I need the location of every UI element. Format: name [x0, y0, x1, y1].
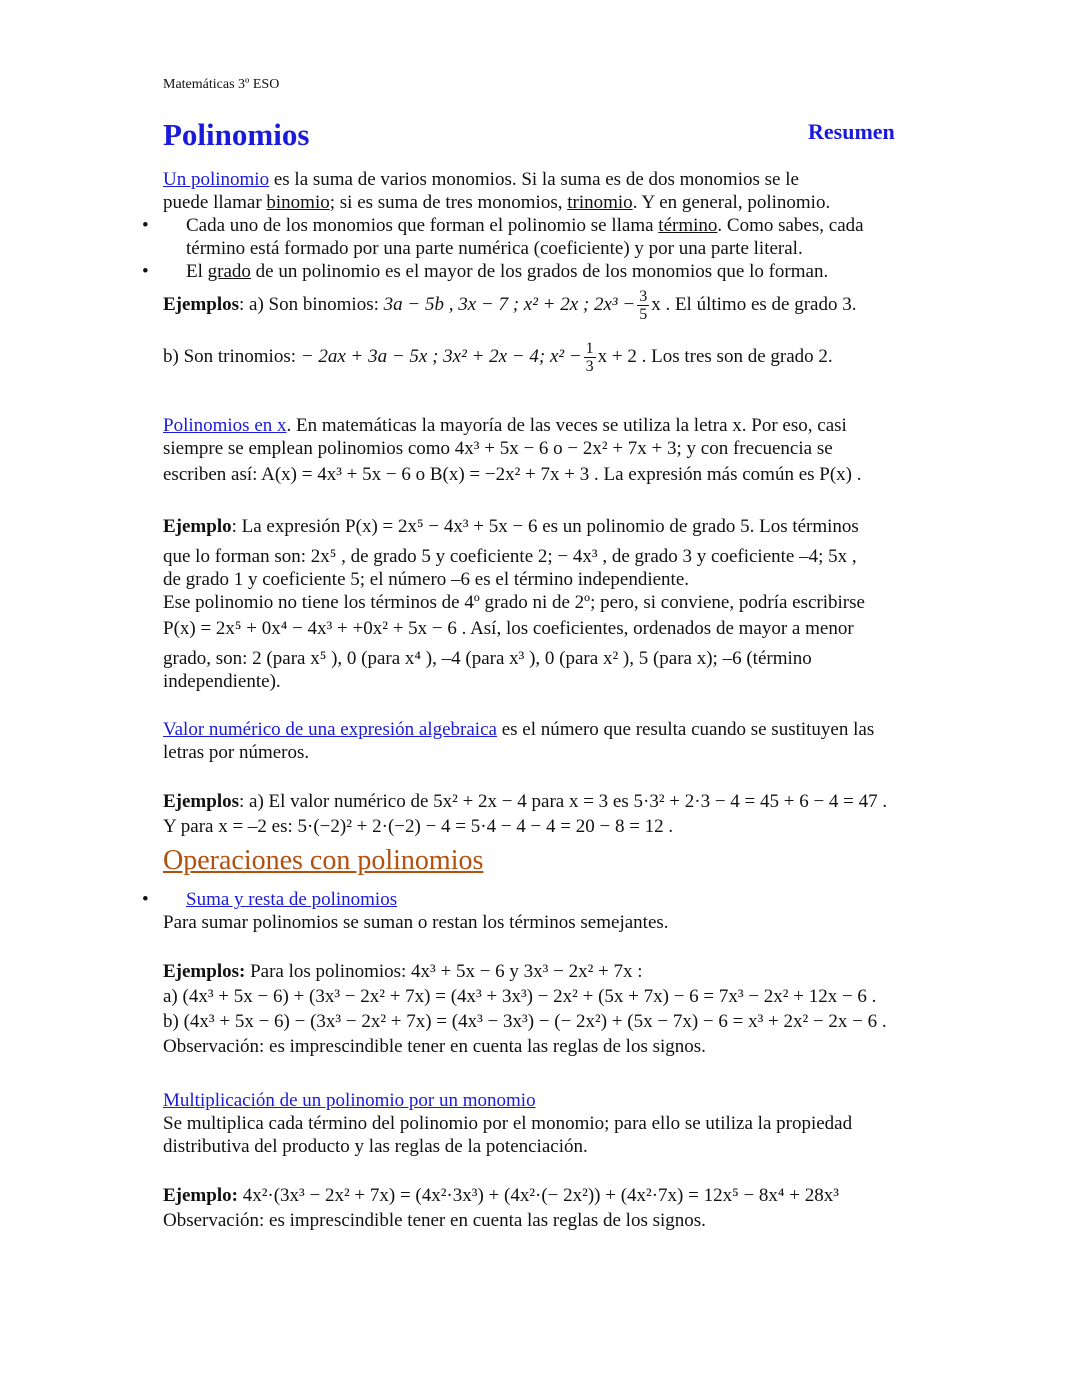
page-title: Polinomios	[163, 117, 310, 152]
binomio-term: binomio	[266, 192, 330, 213]
bullet-item-termino: • Cada uno de los monomios que forman el polinomio se llama término. Como sabes, cada	[142, 215, 864, 236]
resumen-label: Resumen	[808, 119, 895, 144]
multiplicacion-section: Multiplicación de un polinomio por un monomio Se multiplica cada término del polinomio por el monomio; para ello se utiliza la propiedad distributiva del producto y las reglas de la potenciación.	[163, 1090, 853, 1157]
bullet-icon: •	[142, 215, 149, 236]
valor-numerico-link[interactable]: Valor numérico de una expresión algebraica	[163, 719, 497, 740]
page-header: Matemáticas 3º ESO	[163, 77, 280, 92]
bullet-icon: •	[142, 889, 149, 910]
ejemplo-polinomio: Ejemplo: La expresión P(x) = 2x⁵ − 4x³ + 5x − 6 es un polinomio de grado 5. Los términos que lo forman son: 2x⁵ , de grado 5 y coeficiente 2; − 4x³ , de grado 3 y coeficiente –4; 5x , de grado 1 y coeficiente 5; el número –6 es el término independiente. Ese polinomio no tiene los términos de 4º grado ni de 2º; pero, si conviene, podría escribirse P(x) = 2x⁵ + 0x⁴ − 4x³ + +0x² + 5x − 6 . Así, los coeficientes, ordenados de mayor a menor grado, son: 2 (para x⁵ ), 0 (para x⁴ ), –4 (para x³ ), 0 (para x² ), 5 (para x); –6 (término independiente).	[163, 516, 865, 692]
intro-line-1: Un polinomio es la suma de varios monomios. Si la suma es de dos monomios se le	[163, 169, 799, 190]
polinomios-en-x-link[interactable]: Polinomios en x	[163, 415, 287, 436]
trinomio-term: trinomio	[567, 192, 633, 213]
polinomios-en-x: Polinomios en x. En matemáticas la mayoría de las veces se utiliza la letra x. Por eso, casi siempre se emplean polinomios como 4x³ + 5x − 6 o − 2x² + 7x + 3; y con frecuencia se escriben así: A(x) = 4x³ + 5x − 6 o B(x) = −2x² + 7x + 3 . La expresión más común es P(x) .	[163, 415, 862, 485]
fraction: $\frac{3}{5}$	[639, 288, 648, 323]
bullet-item-termino-cont: término está formado por una parte numérica (coeficiente) y por una parte literal.	[186, 238, 803, 259]
bullet-icon: •	[142, 261, 149, 282]
suma-resta-section: • Suma y resta de polinomios Para sumar polinomios se suman o restan los términos semejantes.	[142, 889, 669, 933]
ejemplo-multiplicacion: Ejemplo: 4x²·(3x³ − 2x² + 7x) = (4x²·3x³) + (4x²·(− 2x²)) + (4x²·7x) = 12x⁵ − 8x⁴ + 28x³ Observación: es imprescindible tener en cuenta las reglas de los signos.	[163, 1185, 839, 1231]
bullet-item-grado: • El grado de un polinomio es el mayor de los grados de los monomios que lo forman.	[142, 261, 829, 282]
polinomio-link[interactable]: Un polinomio	[163, 169, 270, 190]
ejemplos-binomios: Ejemplos: a) Son binomios: 3a − 5b , 3x − 7 ; x² + 2x ; 2x³ − $\frac{3}{5}$ x . El último es de grado 3.	[163, 288, 857, 323]
operaciones-heading[interactable]: Operaciones con polinomios	[163, 845, 484, 876]
intro-section	[142, 168, 864, 283]
ejemplos-valor: Ejemplos: a) El valor numérico de 5x² + 2x − 4 para x = 3 es 5·3² + 2·3 − 4 = 45 + 6 − 4 = 47 . Y para x = –2 es: 5·(−2)² + 2·(−2) − 4 = 5·4 − 4 − 4 = 20 − 8 = 12 .	[163, 791, 888, 837]
fraction: $\frac{1}{3}$	[585, 340, 594, 375]
suma-resta-link[interactable]: Suma y resta de polinomios	[186, 889, 398, 910]
ejemplos-suma: Ejemplos: Para los polinomios: 4x³ + 5x − 6 y 3x³ − 2x² + 7x : a) (4x³ + 5x − 6) + (3x³ − 2x² + 7x) = (4x³ + 3x³) − 2x² + (5x + 7x) − 6 = 7x³ − 2x² + 12x − 6 . b) (4x³ + 5x − 6) − (3x³ − 2x² + 7x) = (4x³ − 3x³) − (− 2x²) + (5x − 7x) − 6 = x³ + 2x² − 2x − 6 . Observación: es imprescindible tener en cuenta las reglas de los signos.	[163, 961, 887, 1057]
intro-line-2: puede llamar binomio; si es suma de tres monomios, trinomio. Y en general, polinomio.	[163, 192, 831, 213]
ejemplos-trinomios: b) Son trinomios: − 2ax + 3a − 5x ; 3x² + 2x − 4; x² − $\frac{1}{3}$ x + 2 . Los tres son de grado 2.	[163, 340, 833, 375]
valor-numerico: Valor numérico de una expresión algebraica es el número que resulta cuando se sustituyen las letras por números.	[163, 719, 875, 763]
multiplicacion-link[interactable]: Multiplicación de un polinomio por un monomio	[163, 1090, 536, 1111]
